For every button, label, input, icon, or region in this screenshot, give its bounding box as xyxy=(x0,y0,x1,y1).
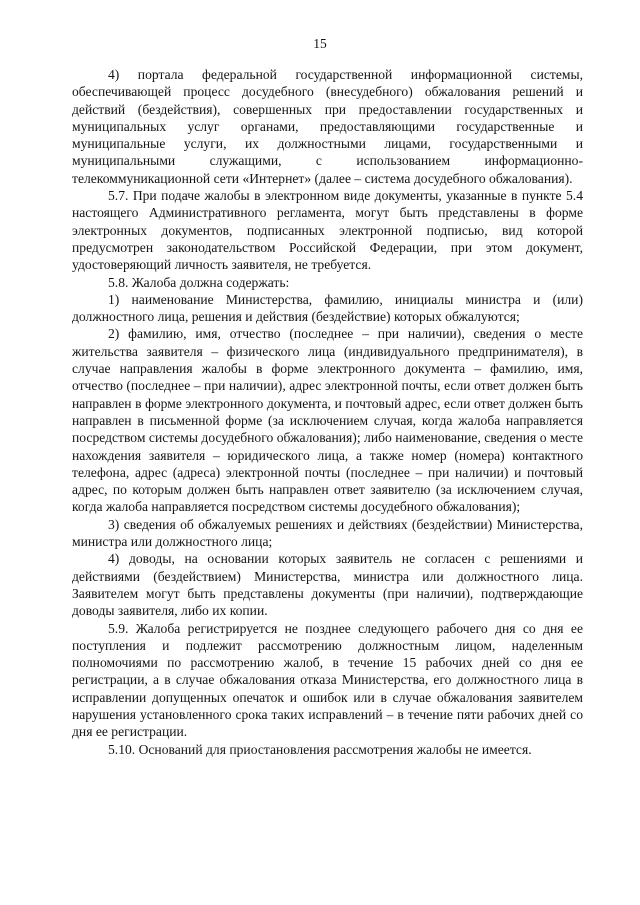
document-body xyxy=(72,66,583,758)
paragraph-5-10: 5.10. Оснований для приостановления рассмотрения жалобы не имеется. xyxy=(108,741,532,757)
paragraph-5-8-item-4: 4) доводы, на основании которых заявитель не согласен с решениями и действиями (бездействием) Министерства, министра или должностного лица. Заявителем могут быть представлены документы (при наличии), подтверждающие доводы заявителя, либо их копии. xyxy=(72,551,583,619)
page-number: 15 xyxy=(313,36,327,51)
paragraph-5-7: 5.7. При подаче жалобы в электронном виде документы, указанные в пункте 5.4 настоящего Административного регламента, могут быть представлены в форме электронных документов, подписанных электронной подписью, вид которой предусмотрен законодательством Российской Федерации, при этом документ, удостоверяющий личность заявителя, не требуется. xyxy=(72,188,583,273)
paragraph-5-8: 5.8. Жалоба должна содержать: xyxy=(108,274,290,290)
paragraph-5-8-item-3: 3) сведения об обжалуемых решениях и действиях (бездействии) Министерства, министра или должностного лица; xyxy=(72,516,583,550)
paragraph-5-8-item-2: 2) фамилию, имя, отчество (последнее – при наличии), сведения о месте жительства заявителя – физического лица (индивидуального предпринимателя), в случае направления жалобы в форме электронного документа – фамилию, имя, отчество (последнее – при наличии), адрес электронной почты, если ответ должен быть направлен в форме электронного документа, и почтовый адрес, если ответ должен быть направлен в письменной форме (за исключением случая, когда жалоба направляется посредством системы досудебного обжалования); либо наименование, сведения о месте нахождения заявителя – юридического лица, а также номер (номера) контактного телефона, адрес (адреса) электронной почты (последнее – при наличии) и почтовый адрес, по которым должен быть направлен ответ заявителю (за исключением случая, когда жалоба направляется посредством системы досудебного обжалования); xyxy=(72,326,583,515)
paragraph-5-8-item-1: 1) наименование Министерства, фамилию, инициалы министра и (или) должностного лица, решения и действия (бездействие) которых обжалуются; xyxy=(72,291,583,325)
paragraph-5-9: 5.9. Жалоба регистрируется не позднее следующего рабочего дня со дня ее поступления и подлежит рассмотрению должностным лицом, наделенным полномочиями по рассмотрению жалоб, в течение 15 рабочих дней со дня ее регистрации, а в случае обжалования отказа Министерства, его должностного лица в исправлении допущенных опечаток и ошибок или в случае обжалования заявителем нарушения установленного срока таких исправлений – в течение пяти рабочих дней со дня ее регистрации. xyxy=(72,620,583,740)
paragraph-4-portal: 4) портала федеральной государственной информационной системы, обеспечивающей процесс досудебного (внесудебного) обжалования решений и действий (бездействия), совершенных при предоставлении государственных и муниципальных услуг органами, предоставляющими государственные и муниципальные услуги, их должностными лицами, государственными и муниципальными служащими, с использованием информационно-телекоммуникационной сети «Интернет» (далее – система досудебного обжалования). xyxy=(72,67,583,186)
